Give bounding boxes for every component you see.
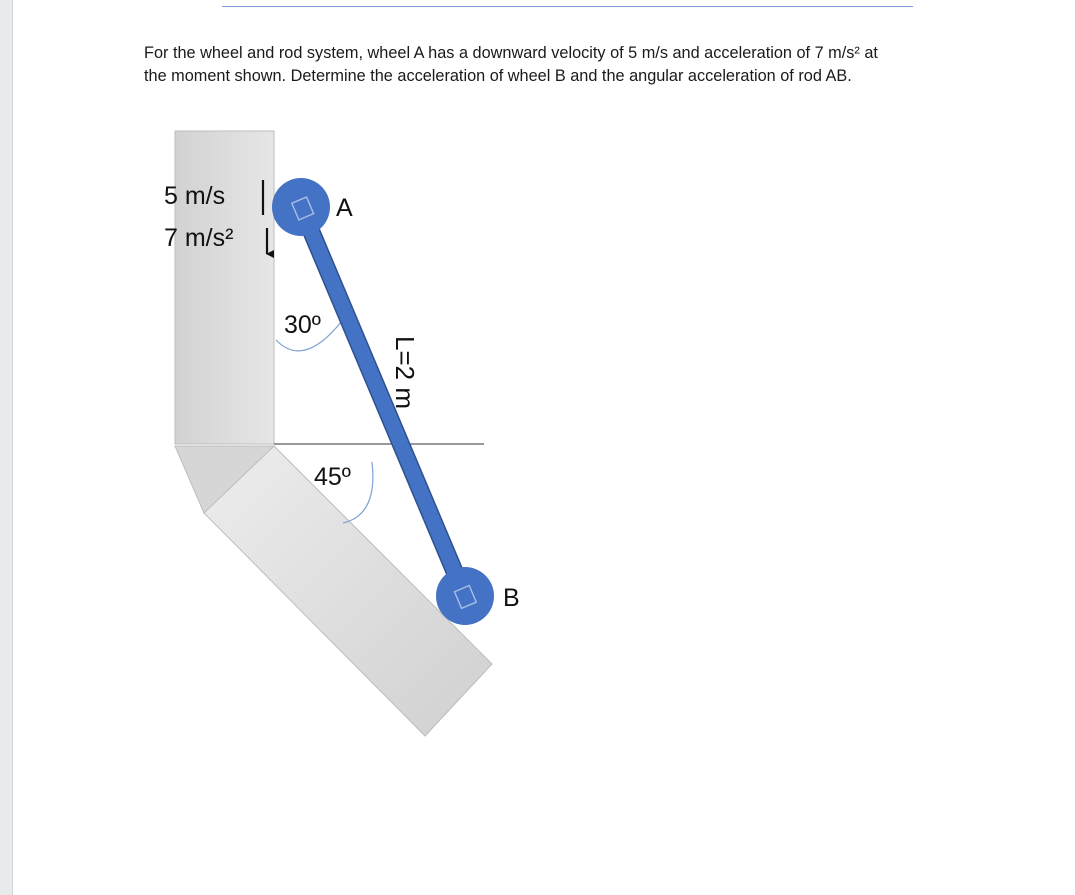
wheel-a-label: A <box>336 194 353 222</box>
wheel-a <box>272 178 330 236</box>
vertical-track <box>175 131 274 444</box>
problem-line-1: For the wheel and rod system, wheel A has a downward velocity of 5 m/s and acceleration of 7 m/s² at <box>144 44 878 62</box>
angle-top-label: 30º <box>284 311 321 339</box>
velocity-label: 5 m/s <box>164 182 226 210</box>
problem-line-2: the moment shown. Determine the acceleration of wheel B and the angular acceleration of rod AB. <box>144 67 852 85</box>
angle-bottom-label: 45º <box>314 463 351 491</box>
rod-length-label: L=2 m <box>390 336 420 409</box>
wheel-b-label: B <box>503 584 520 612</box>
wheel-b <box>436 567 494 625</box>
acceleration-label: 7 m/s² <box>164 224 234 252</box>
